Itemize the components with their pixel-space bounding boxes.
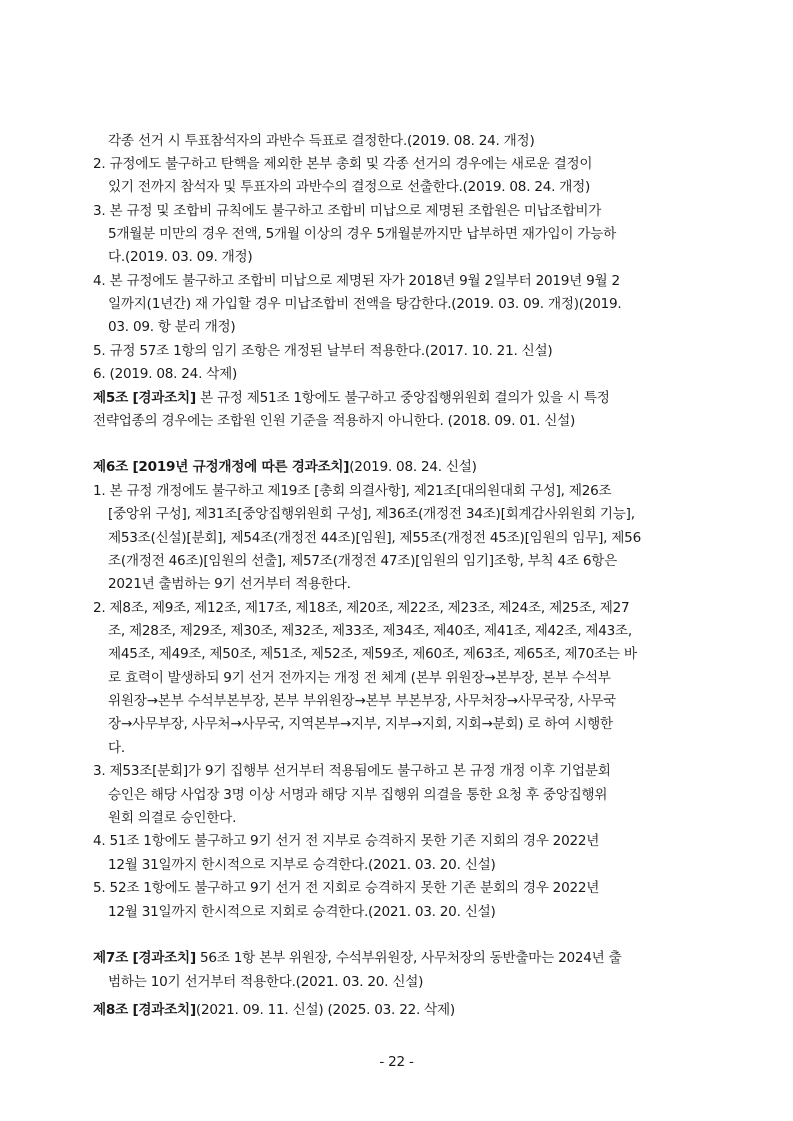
article-8-line xyxy=(93,1000,455,1020)
article-6-item-4-cont: 12월 31일까지 한시적으로 지부로 승격한다.(2021. 03. 20. 신설) xyxy=(108,857,496,873)
article-6-item-2-cont: 제45조, 제49조, 제50조, 제51조, 제52조, 제59조, 제60조, 제63조, 제65조, 제70조는 바 xyxy=(108,646,637,662)
article-6-item-5: 5. 52조 1항에도 불구하고 9기 선거 전 지회로 승격하지 못한 기존 분회의 경우 2022년 xyxy=(93,880,600,896)
article-6-item-1: 1. 본 규정 개정에도 불구하고 제19조 [총회 의결사항], 제21조[대의원대회 구성], 제26조 xyxy=(93,483,612,499)
article-6-item-3-cont: 승인은 해당 사업장 3명 이상 서명과 해당 지부 집행위 의결을 통한 요청 후 중앙집행위 xyxy=(108,787,608,803)
list-item-2-line-1: 2. 규정에도 불구하고 탄핵을 제외한 본부 총회 및 각종 선거의 경우에는 새로운 결정이 xyxy=(93,156,593,172)
article-6-item-2: 2. 제8조, 제9조, 제12조, 제17조, 제18조, 제20조, 제22조, 제23조, 제24조, 제25조, 제27 xyxy=(93,600,630,616)
article-6-item-3: 3. 제53조[분회]가 9기 집행부 선거부터 적용됨에도 불구하고 본 규정 개정 이후 기업분회 xyxy=(93,763,611,779)
article-6-item-1-cont: 제53조(신설)[분회], 제54조(개정전 44조)[임원], 제55조(개정전 45조)[임원의 임무], 제56 xyxy=(108,530,641,546)
article-5-text: 본 규정 제51조 1항에도 불구하고 중앙집행위원회 결의가 있을 시 특정 xyxy=(195,390,610,406)
list-item-3-line-1: 3. 본 규정 및 조합비 규칙에도 불구하고 조합비 미납으로 제명된 조합원은 미납조합비가 xyxy=(93,203,602,219)
page-number: - 22 - xyxy=(379,1054,414,1070)
article-6-heading: 제6조 [2019년 규정개정에 따른 경과조치] xyxy=(93,459,350,475)
article-6-item-2-cont: 장→사무부장, 사무처→사무국, 지역본부→지부, 지부→지회, 지회→분회) 로 하여 시행한 xyxy=(108,716,613,732)
article-5-line-2: 전략업종의 경우에는 조합원 인원 기준을 적용하지 아니한다. (2018. 09. 01. 신설) xyxy=(93,413,576,429)
list-item-4-line-2: 일까지(1년간) 재 가입할 경우 미납조합비 전액을 탕감한다.(2019. 03. 09. 개정)(2019. xyxy=(108,296,622,312)
article-7-line-2: 범하는 10기 선거부터 적용한다.(2021. 03. 20. 신설) xyxy=(108,974,424,990)
list-item-4-line-1: 4. 본 규정에도 불구하고 조합비 미납으로 제명된 자가 2018년 9월 2일부터 2019년 9월 2 xyxy=(93,273,620,289)
list-item-3-line-3: 다.(2019. 03. 09. 개정) xyxy=(108,249,253,265)
article-6-item-2-cont: 위원장→본부 수석부본부장, 본부 부위원장→본부 부본부장, 사무처장→사무국장, 사무국 xyxy=(108,693,617,709)
article-6-note: (2019. 08. 24. 신설) xyxy=(349,459,477,475)
article-6-item-5-cont: 12월 31일까지 한시적으로 지회로 승격한다.(2021. 03. 20. 신설) xyxy=(108,904,496,920)
article-8-text: (2021. 09. 11. 신설) (2025. 03. 22. 삭제) xyxy=(195,1002,455,1018)
article-6-item-2-cont: 로 효력이 발생하되 9기 선거 전까지는 개정 전 체계 (본부 위원장→본부장, 본부 수석부 xyxy=(108,670,611,686)
article-6-item-1-cont: [중앙위 구성], 제31조[중앙집행위원회 구성], 제36조(개정전 34조)[회계감사위원회 기능], xyxy=(108,506,635,522)
article-6-item-4: 4. 51조 1항에도 불구하고 9기 선거 전 지부로 승격하지 못한 기존 지회의 경우 2022년 xyxy=(93,833,600,849)
article-8-heading: 제8조 [경과조치] xyxy=(93,1002,196,1018)
article-7-heading: 제7조 [경과조치] xyxy=(93,950,196,966)
list-item-2-line-2: 있기 전까지 참석자 및 투표자의 과반수의 결정으로 선출한다.(2019. 08. 24. 개정) xyxy=(108,179,591,195)
article-7-line-1 xyxy=(93,948,622,968)
article-5-heading: 제5조 [경과조치] xyxy=(93,390,196,406)
list-item-5: 5. 규정 57조 1항의 임기 조항은 개정된 날부터 적용한다.(2017. 10. 21. 신설) xyxy=(93,343,553,359)
article-6-item-2-cont: 다. xyxy=(108,740,125,756)
article-6-heading-line xyxy=(93,457,477,477)
article-6-item-3-cont: 원회 의결로 승인한다. xyxy=(108,810,237,826)
article-6-item-1-cont: 2021년 출범하는 9기 선거부터 적용한다. xyxy=(108,576,351,592)
article-6-item-1-cont: 조(개정전 46조)[임원의 선출], 제57조(개정전 47조)[임원의 임기]조항, 부칙 4조 6항은 xyxy=(108,553,618,569)
list-item-3-line-2: 5개월분 미만의 경우 전액, 5개월 이상의 경우 5개월분까지만 납부하면 재가입이 가능하 xyxy=(108,226,616,242)
article-5-line-1 xyxy=(93,388,610,408)
list-item-6: 6. (2019. 08. 24. 삭제) xyxy=(93,366,238,382)
text-line: 각종 선거 시 투표참석자의 과반수 득표로 결정한다.(2019. 08. 24. 개정) xyxy=(108,133,535,149)
article-6-item-2-cont: 조, 제28조, 제29조, 제30조, 제32조, 제33조, 제34조, 제40조, 제41조, 제42조, 제43조, xyxy=(108,623,632,639)
article-7-text: 56조 1항 본부 위원장, 수석부위원장, 사무처장의 동반출마는 2024년 출 xyxy=(195,950,622,966)
list-item-4-line-3: 03. 09. 항 분리 개정) xyxy=(108,319,236,335)
